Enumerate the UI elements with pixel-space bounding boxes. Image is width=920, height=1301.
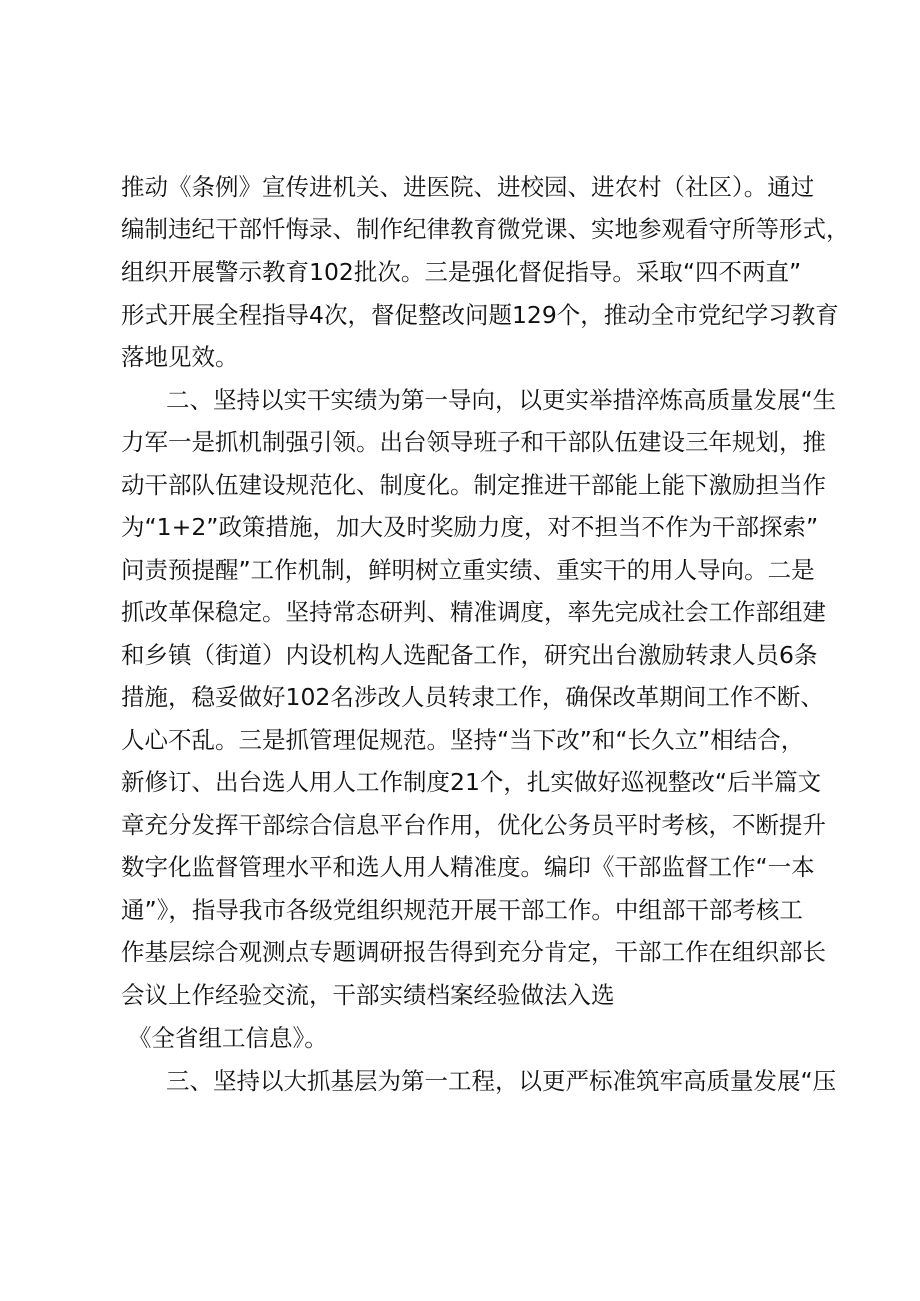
- section-heading-2: 二、坚持以实干实绩为第一导向，以更实举措淬炼高质量发展“生: [166, 386, 837, 414]
- text-line-5: 落地见效。: [121, 343, 239, 371]
- text-line-12: 和乡镇（街道）内设机构人选配备工作，研究出台激励转隶人员6条: [121, 641, 818, 669]
- text-line-21: 《全省组工信息》。: [128, 1024, 328, 1052]
- text-line-11: 抓改革保稳定。坚持常态研判、精准调度，率先完成社会工作部组建: [121, 598, 826, 626]
- text-line-16: 章充分发挥干部综合信息平台作用，优化公务员平时考核，不断提升: [121, 811, 826, 839]
- text-line-1: 推动《条例》宣传进机关、进医院、进校园、进农村（社区）。通过: [121, 173, 815, 201]
- text-line-9: 为“1+2”政策措施，加大及时奖励力度，对不担当不作为干部探索”: [121, 513, 819, 541]
- text-line-8: 动干部队伍建设规范化、制度化。制定推进干部能上能下激励担当作: [121, 471, 826, 499]
- text-line-10: 问责预提醒”工作机制，鲜明树立重实绩、重实干的用人导向。二是: [121, 556, 815, 584]
- section-heading-3: 三、坚持以大抓基层为第一工程，以更严标准筑牢高质量发展“压: [166, 1067, 837, 1095]
- text-line-2: 编制违纪干部忏悔录、制作纪律教育微党课、实地参观看守所等形式，: [121, 215, 850, 243]
- text-line-15: 新修订、出台选人用人工作制度21个，扎实做好巡视整改“后半篇文: [121, 768, 822, 796]
- text-line-14: 人心不乱。三是抓管理促规范。坚持“当下改”和“长久立”相结合，: [121, 726, 805, 754]
- text-line-20: 会议上作经验交流，干部实绩档案经验做法入选: [121, 981, 615, 1009]
- text-line-17: 数字化监督管理水平和选人用人精准度。编印《干部监督工作“一本: [121, 853, 815, 881]
- text-line-18: 通”》，指导我市各级党组织规范开展干部工作。中组部干部考核工: [121, 896, 803, 924]
- text-line-13: 措施，稳妥做好102名涉改人员转隶工作，确保改革期间工作不断、: [121, 683, 824, 711]
- text-line-3: 组织开展警示教育102批次。三是强化督促指导。采取“四不两直”: [121, 258, 802, 286]
- text-line-7: 力军一是抓机制强引领。出台领导班子和干部队伍建设三年规划，推: [121, 428, 826, 456]
- text-line-19: 作基层综合观测点专题调研报告得到充分肯定，干部工作在组织部长: [121, 938, 826, 966]
- text-line-4: 形式开展全程指导4次，督促整改问题129个，推动全市党纪学习教育: [121, 301, 839, 329]
